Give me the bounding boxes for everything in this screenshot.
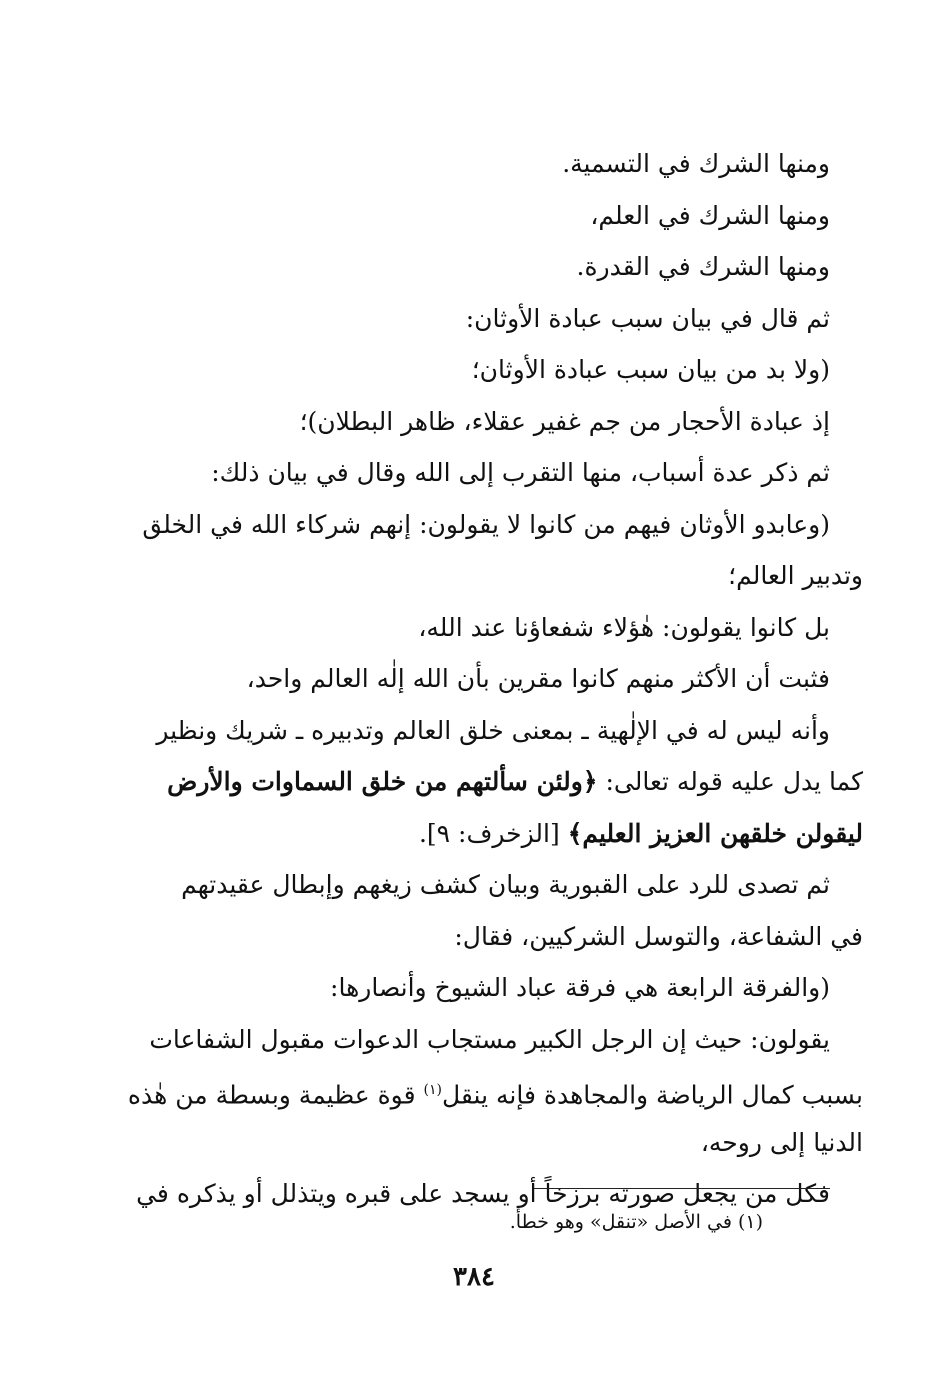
footnote-marker: (١)	[423, 1082, 442, 1098]
quran-verse-line	[110, 756, 863, 808]
text-line	[110, 1065, 863, 1117]
text-line: ومنها الشرك في العلم،	[590, 200, 830, 230]
text-line: ثم تصدى للرد على القبورية وبيان كشف زيغهم وإبطال عقيدتهم	[181, 870, 830, 899]
text-line: فكل من يجعل صورته برزخاً أو يسجد على قبره ويتذلل أو يذكره في	[136, 1179, 830, 1208]
text-line: (ولا بد من بيان سبب عبادة الأوثان؛	[471, 355, 830, 384]
text-line: وأنه ليس له في الإلٰهية ـ بمعنى خلق العالم وتدبيره ـ شريك ونظير	[156, 715, 830, 745]
page-number: ٣٨٤	[453, 1262, 495, 1292]
quran-verse: ليقولن خلقهن العزيز العليم﴾	[567, 818, 863, 848]
text-line: فثبت أن الأكثر منهم كانوا مقرين بأن الله إلٰه العالم واحد،	[246, 664, 830, 693]
text-line: (والفرقة الرابعة هي فرقة عباد الشيوخ وأنصارها:	[330, 973, 830, 1002]
quran-verse: ﴿ولئن سألتهم من خلق السماوات والأرض	[167, 767, 598, 796]
main-text	[110, 138, 863, 1220]
text-line: يقولون: حيث إن الرجل الكبير مستجاب الدعوات مقبول الشفاعات	[149, 1024, 830, 1054]
text-line: وتدبير العالم؛	[728, 561, 863, 590]
footnote: (١) في الأصل «تنقل» وهو خطأ.	[509, 1211, 763, 1233]
verse-reference: [الزخرف: ٩].	[418, 818, 568, 848]
text-line: ومنها الشرك في القدرة.	[576, 252, 830, 281]
quran-verse-line	[110, 808, 863, 860]
text-segment: قوة عظيمة وبسطة من هٰذه	[127, 1080, 424, 1110]
footnote-divider	[534, 1188, 830, 1189]
text-line: ثم ذكر عدة أسباب، منها التقرب إلى الله وقال في بيان ذلك:	[211, 458, 830, 487]
text-line: بل كانوا يقولون: هٰؤلاء شفعاؤنا عند الله،	[418, 612, 830, 642]
text-line: ومنها الشرك في التسمية.	[562, 149, 830, 178]
text-line: في الشفاعة، والتوسل الشركيين، فقال:	[454, 921, 863, 951]
text-line: (وعابدو الأوثان فيهم من كانوا لا يقولون: إنهم شركاء الله في الخلق	[142, 509, 830, 539]
text-segment: بسبب كمال الرياضة والمجاهدة فإنه ينقل	[441, 1080, 863, 1110]
text-line: ثم قال في بيان سبب عبادة الأوثان:	[465, 303, 830, 333]
text-line: إذ عبادة الأحجار من جم غفير عقلاء، ظاهر البطلان)؛	[299, 406, 830, 436]
text-line: الدنيا إلى روحه،	[700, 1127, 863, 1157]
verse-intro: كما يدل عليه قوله تعالى:	[597, 767, 863, 796]
